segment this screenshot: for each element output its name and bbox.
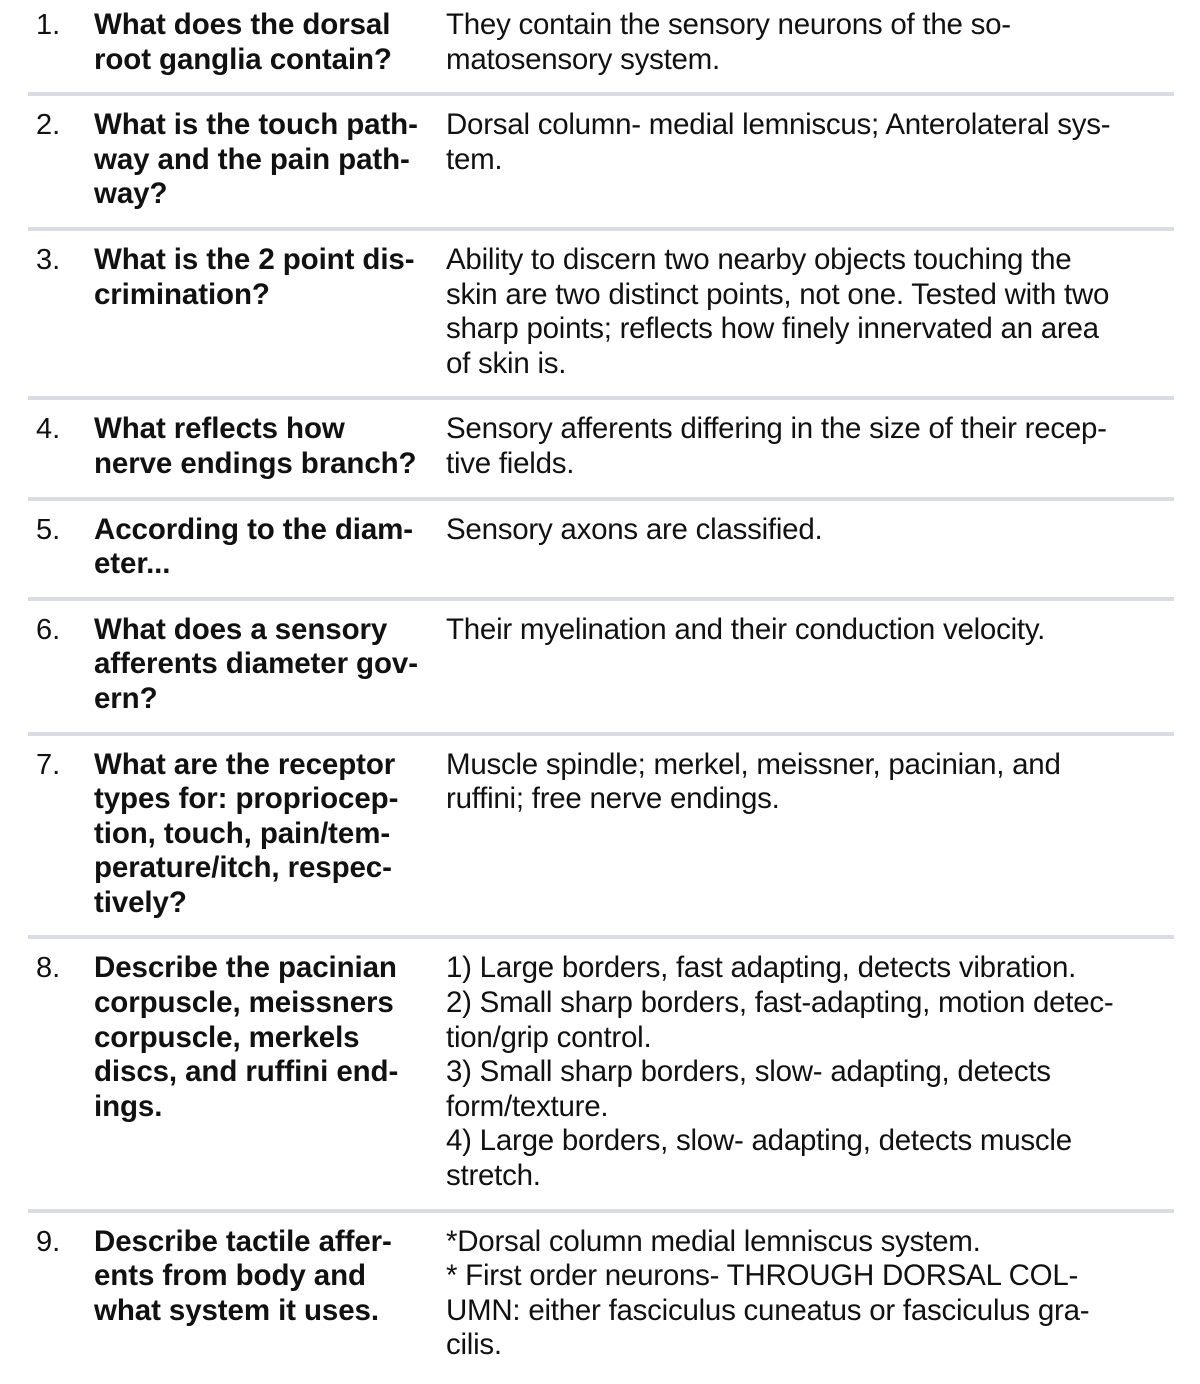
row-divider [28,935,1174,939]
flashcard-row [28,613,1174,732]
card-number: 7. [36,748,61,781]
row-divider [28,396,1174,400]
flashcard-row [28,1225,1174,1378]
card-number: 9. [36,1225,61,1258]
card-number: 2. [36,109,61,142]
flashcard-row [28,243,1174,396]
card-number: 5. [36,513,61,546]
row-divider [28,92,1174,96]
row-divider [28,497,1174,501]
card-question: What are the receptor types for: propriocep- tion, touch, pain/tem- perature/itch, respec- tively? [94,747,399,919]
row-divider [28,597,1174,601]
card-question: Describe the pacinian corpuscle, meissners corpuscle, merkels discs, and ruffini end- ings. [94,951,399,1123]
card-answer: Ability to discern two nearby objects touching the skin are two distinct points, not one. Tested with two sharp points; reflects how finely innervated an area of skin is. [446,242,1110,380]
flashcard-row [28,748,1174,936]
card-answer: Muscle spindle; merkel, meissner, pacinian, and ruffini; free nerve endings. [446,747,1061,816]
card-number: 6. [36,613,61,646]
card-question: What reflects how nerve endings branch? [94,412,417,480]
card-number: 3. [36,243,61,276]
card-answer: *Dorsal column medial lemniscus system. * First order neurons- THROUGH DORSAL COL- UMN: either fasciculus cuneatus or fasciculus gra- cilis. [446,1224,1090,1362]
card-number: 1. [36,9,61,41]
flashcard-row [28,8,1174,92]
card-question: Describe tactile affer- ents from body and what system it uses. [94,1224,392,1327]
card-question: According to the diam- eter... [94,512,414,581]
card-answer: Dorsal column- medial lemniscus; Anterolateral sys- tem. [446,108,1111,176]
card-answer: Sensory axons are classified. [446,512,823,546]
card-answer: Sensory afferents differing in the size of their recep- tive fields. [446,412,1107,480]
card-number: 4. [36,413,61,446]
card-answer: They contain the sensory neurons of the so- matosensory system. [446,8,1011,76]
card-question: What does the dorsal root ganglia contain? [94,8,392,76]
card-number: 8. [36,952,61,985]
card-answer: 1) Large borders, fast adapting, detects vibration. 2) Small sharp borders, fast-adapting, motion detec- tion/grip control. 3) Small sharp borders, slow- adapting, detects form/texture. 4) Large borders, slow- adapting, detects muscle stretch. [446,951,1114,1193]
row-divider [28,732,1174,736]
card-answer: Their myelination and their conduction velocity. [446,612,1046,646]
flashcard-row [28,412,1174,496]
flashcard-row [28,951,1174,1208]
flashcard-row [28,513,1174,597]
row-divider [28,227,1174,231]
flashcard-row [28,108,1174,227]
flashcard-list [28,8,1174,1378]
card-question: What does a sensory afferents diameter gov- ern? [94,612,418,715]
card-question: What is the 2 point dis- crimination? [94,242,415,311]
card-question: What is the touch path- way and the pain path- way? [94,108,418,211]
row-divider [28,1209,1174,1213]
